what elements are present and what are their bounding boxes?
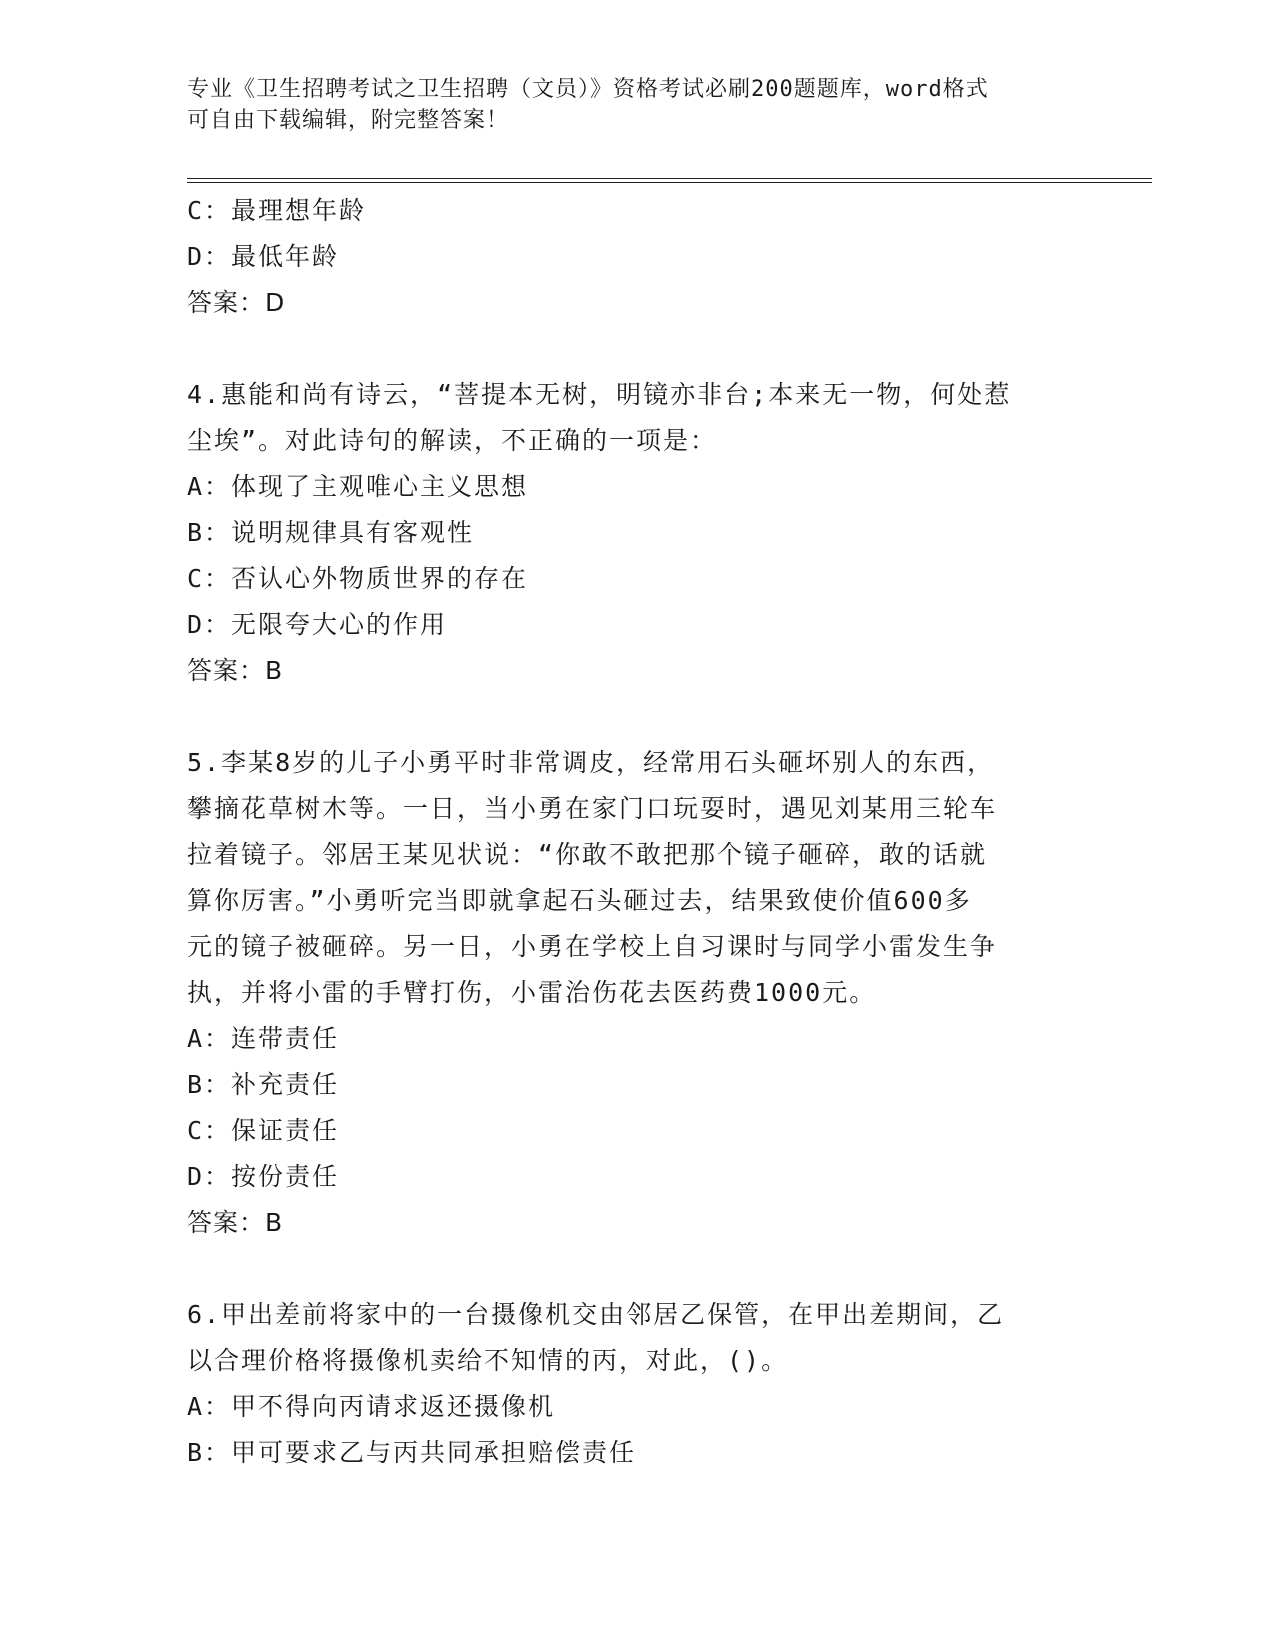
option-d: D：最低年龄: [187, 242, 340, 271]
header-divider-top: [187, 178, 1152, 179]
question-stem: 拉着镜子。邻居王某见状说：“你敢不敢把那个镜子砸碎，敢的话就: [187, 840, 988, 869]
question-stem: 以合理价格将摄像机卖给不知情的丙，对此，()。: [187, 1346, 789, 1375]
question-list: [187, 188, 1087, 1476]
option-b: B：说明规律具有客观性: [187, 518, 475, 547]
question-5: [187, 740, 1087, 1246]
option-d: D：无限夸大心的作用: [187, 610, 448, 639]
header-title-line-2: 可自由下载编辑，附完整答案！: [187, 108, 510, 133]
question-stem: 6.甲出差前将家中的一台摄像机交由邻居乙保管，在甲出差期间，乙: [187, 1300, 1005, 1329]
option-c: C：否认心外物质世界的存在: [187, 564, 529, 593]
question-stem: 元的镜子被砸碎。另一日，小勇在学校上自习课时与同学小雷发生争: [187, 932, 998, 961]
question-stem: 执，并将小雷的手臂打伤，小雷治伤花去医药费1000元。: [187, 978, 877, 1007]
option-d: D：按份责任: [187, 1162, 340, 1191]
header-divider-bottom: [187, 182, 1152, 183]
answer: 答案：B: [187, 656, 284, 685]
question-3: [187, 188, 1087, 326]
question-stem: 算你厉害。”小勇听完当即就拿起石头砸过去，结果致使价值600多: [187, 886, 972, 915]
page-header: [187, 74, 1087, 136]
option-b: B：甲可要求乙与丙共同承担赔偿责任: [187, 1438, 637, 1467]
question-stem: 攀摘花草树木等。一日，当小勇在家门口玩耍时，遇见刘某用三轮车: [187, 794, 998, 823]
option-a: A：甲不得向丙请求返还摄像机: [187, 1392, 556, 1421]
option-a: A：连带责任: [187, 1024, 340, 1053]
spacer: [187, 326, 1087, 372]
spacer: [187, 694, 1087, 740]
question-stem: 5.李某8岁的儿子小勇平时非常调皮，经常用石头砸坏别人的东西，: [187, 748, 995, 777]
option-c: C：保证责任: [187, 1116, 340, 1145]
option-a: A：体现了主观唯心主义思想: [187, 472, 529, 501]
question-stem: 尘埃”。对此诗句的解读，不正确的一项是：: [187, 426, 718, 455]
question-6: [187, 1292, 1087, 1476]
spacer: [187, 1246, 1087, 1292]
question-stem: 4.惠能和尚有诗云，“菩提本无树，明镜亦非台;本来无一物，何处惹: [187, 380, 1012, 409]
answer: 答案：B: [187, 1208, 284, 1237]
option-c: C：最理想年龄: [187, 196, 367, 225]
option-b: B：补充责任: [187, 1070, 340, 1099]
header-title-line-1: 专业《卫生招聘考试之卫生招聘（文员）》资格考试必刷200题题库，word格式: [187, 77, 989, 102]
question-4: [187, 372, 1087, 694]
answer: 答案：D: [187, 288, 286, 317]
